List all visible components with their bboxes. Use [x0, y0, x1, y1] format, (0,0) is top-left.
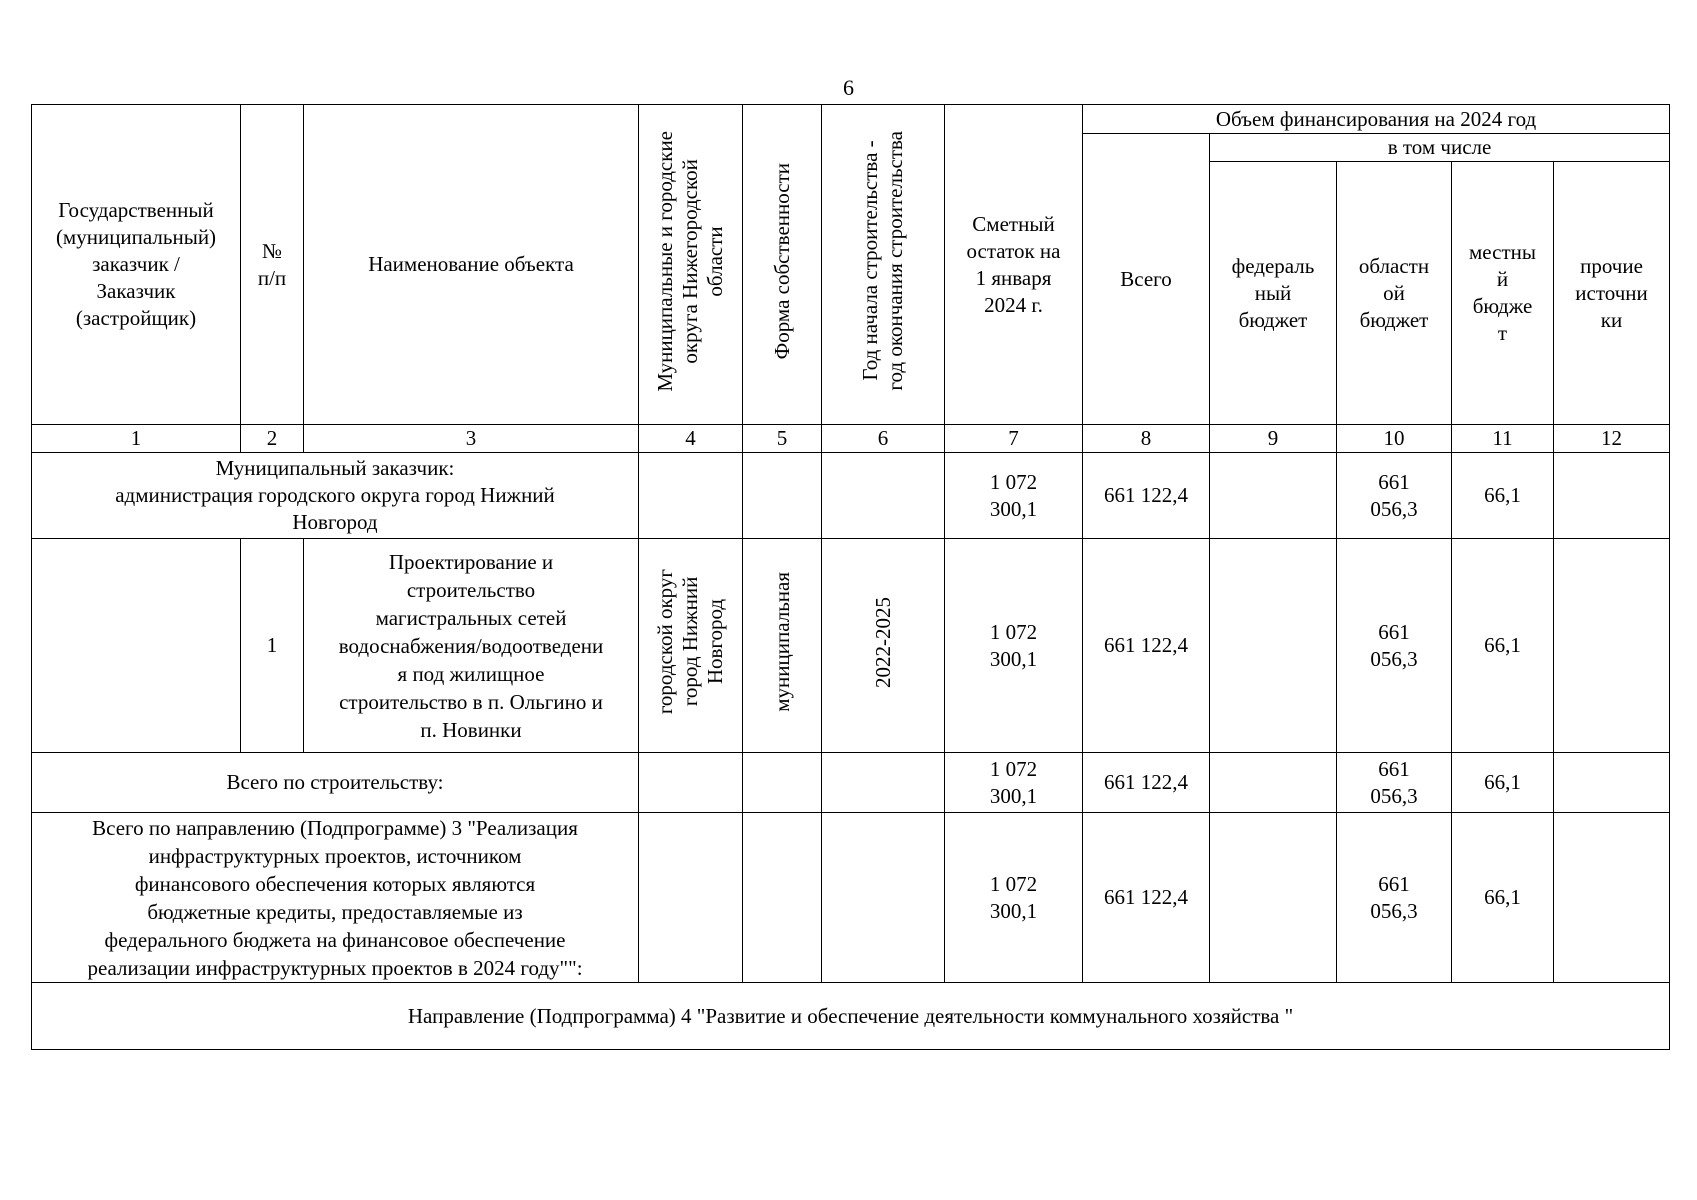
estimate-balance-cell: 1 072 300,1	[945, 813, 1083, 983]
next-direction-heading: Направление (Подпрограмма) 4 "Развитие и обеспечение деятельности коммунального хозяйства "	[32, 983, 1670, 1050]
header-funding-group: Объем финансирования на 2024 год	[1083, 105, 1670, 134]
other-cell	[1554, 539, 1670, 753]
regional-cell: 661 056,3	[1337, 453, 1452, 539]
federal-cell	[1210, 539, 1337, 753]
header-number: № п/п	[241, 105, 304, 425]
header-estimate-balance: Сметный остаток на 1 января 2024 г.	[945, 105, 1083, 425]
local-cell: 66,1	[1452, 813, 1554, 983]
object-row	[32, 539, 1670, 753]
header-including: в том числе	[1210, 134, 1670, 162]
column-number: 4	[639, 425, 743, 453]
column-number: 10	[1337, 425, 1452, 453]
column-number: 2	[241, 425, 304, 453]
construction-total-row	[32, 753, 1670, 813]
header-total: Всего	[1083, 134, 1210, 425]
estimate-balance-cell: 1 072 300,1	[945, 539, 1083, 753]
customer-row	[32, 453, 1670, 539]
estimate-balance-cell: 1 072 300,1	[945, 753, 1083, 813]
other-cell	[1554, 453, 1670, 539]
object-municipality: городской округ город Нижний Новгород	[639, 539, 743, 753]
other-cell	[1554, 753, 1670, 813]
column-number: 1	[32, 425, 241, 453]
column-number: 7	[945, 425, 1083, 453]
header-regional-budget: областн ой бюджет	[1337, 162, 1452, 425]
object-years: 2022-2025	[822, 539, 945, 753]
funding-table	[31, 104, 1670, 1050]
federal-cell	[1210, 453, 1337, 539]
total-cell: 661 122,4	[1083, 453, 1210, 539]
column-number: 6	[822, 425, 945, 453]
column-numbers-row	[32, 425, 1670, 453]
header-ownership: Форма собственности	[743, 105, 822, 425]
header-object-name: Наименование объекта	[304, 105, 639, 425]
object-ownership: муниципальная	[743, 539, 822, 753]
customer-label: Муниципальный заказчик: администрация городского округа город Нижний Новгород	[32, 453, 639, 539]
header-customer: Государственный (муниципальный) заказчик / Заказчик (застройщик)	[32, 105, 241, 425]
total-cell: 661 122,4	[1083, 813, 1210, 983]
other-cell	[1554, 813, 1670, 983]
total-cell: 661 122,4	[1083, 753, 1210, 813]
federal-cell	[1210, 753, 1337, 813]
local-cell: 66,1	[1452, 453, 1554, 539]
page-number: 6	[843, 75, 854, 100]
object-number: 1	[241, 539, 304, 753]
header-local-budget: местны й бюдже т	[1452, 162, 1554, 425]
regional-cell: 661 056,3	[1337, 753, 1452, 813]
column-number: 11	[1452, 425, 1554, 453]
header-years: Год начала строительства - год окончания строительства	[822, 105, 945, 425]
federal-cell	[1210, 813, 1337, 983]
column-number: 5	[743, 425, 822, 453]
regional-cell: 661 056,3	[1337, 539, 1452, 753]
next-direction-row	[32, 983, 1670, 1050]
local-cell: 66,1	[1452, 539, 1554, 753]
construction-total-label: Всего по строительству:	[32, 753, 639, 813]
object-name: Проектирование и строительство магистральных сетей водоснабжения/водоотведени я под жилищное строительство в п. Ольгино и п. Новинки	[304, 539, 639, 753]
column-number: 12	[1554, 425, 1670, 453]
direction-total-row	[32, 813, 1670, 983]
header-federal-budget: федераль ный бюджет	[1210, 162, 1337, 425]
header-municipality: Муниципальные и городские округа Нижегородской области	[639, 105, 743, 425]
estimate-balance-cell: 1 072 300,1	[945, 453, 1083, 539]
header-other-sources: прочие источни ки	[1554, 162, 1670, 425]
direction-total-label: Всего по направлению (Подпрограмме) 3 "Реализация инфраструктурных проектов, источником финансового обеспечения которых являются бюджетные кредиты, предоставляемые из федерального бюджета на финансовое обеспечение реализации инфраструктурных проектов в 2024 году"":	[32, 813, 639, 983]
column-number: 9	[1210, 425, 1337, 453]
column-number: 8	[1083, 425, 1210, 453]
local-cell: 66,1	[1452, 753, 1554, 813]
regional-cell: 661 056,3	[1337, 813, 1452, 983]
column-number: 3	[304, 425, 639, 453]
total-cell: 661 122,4	[1083, 539, 1210, 753]
